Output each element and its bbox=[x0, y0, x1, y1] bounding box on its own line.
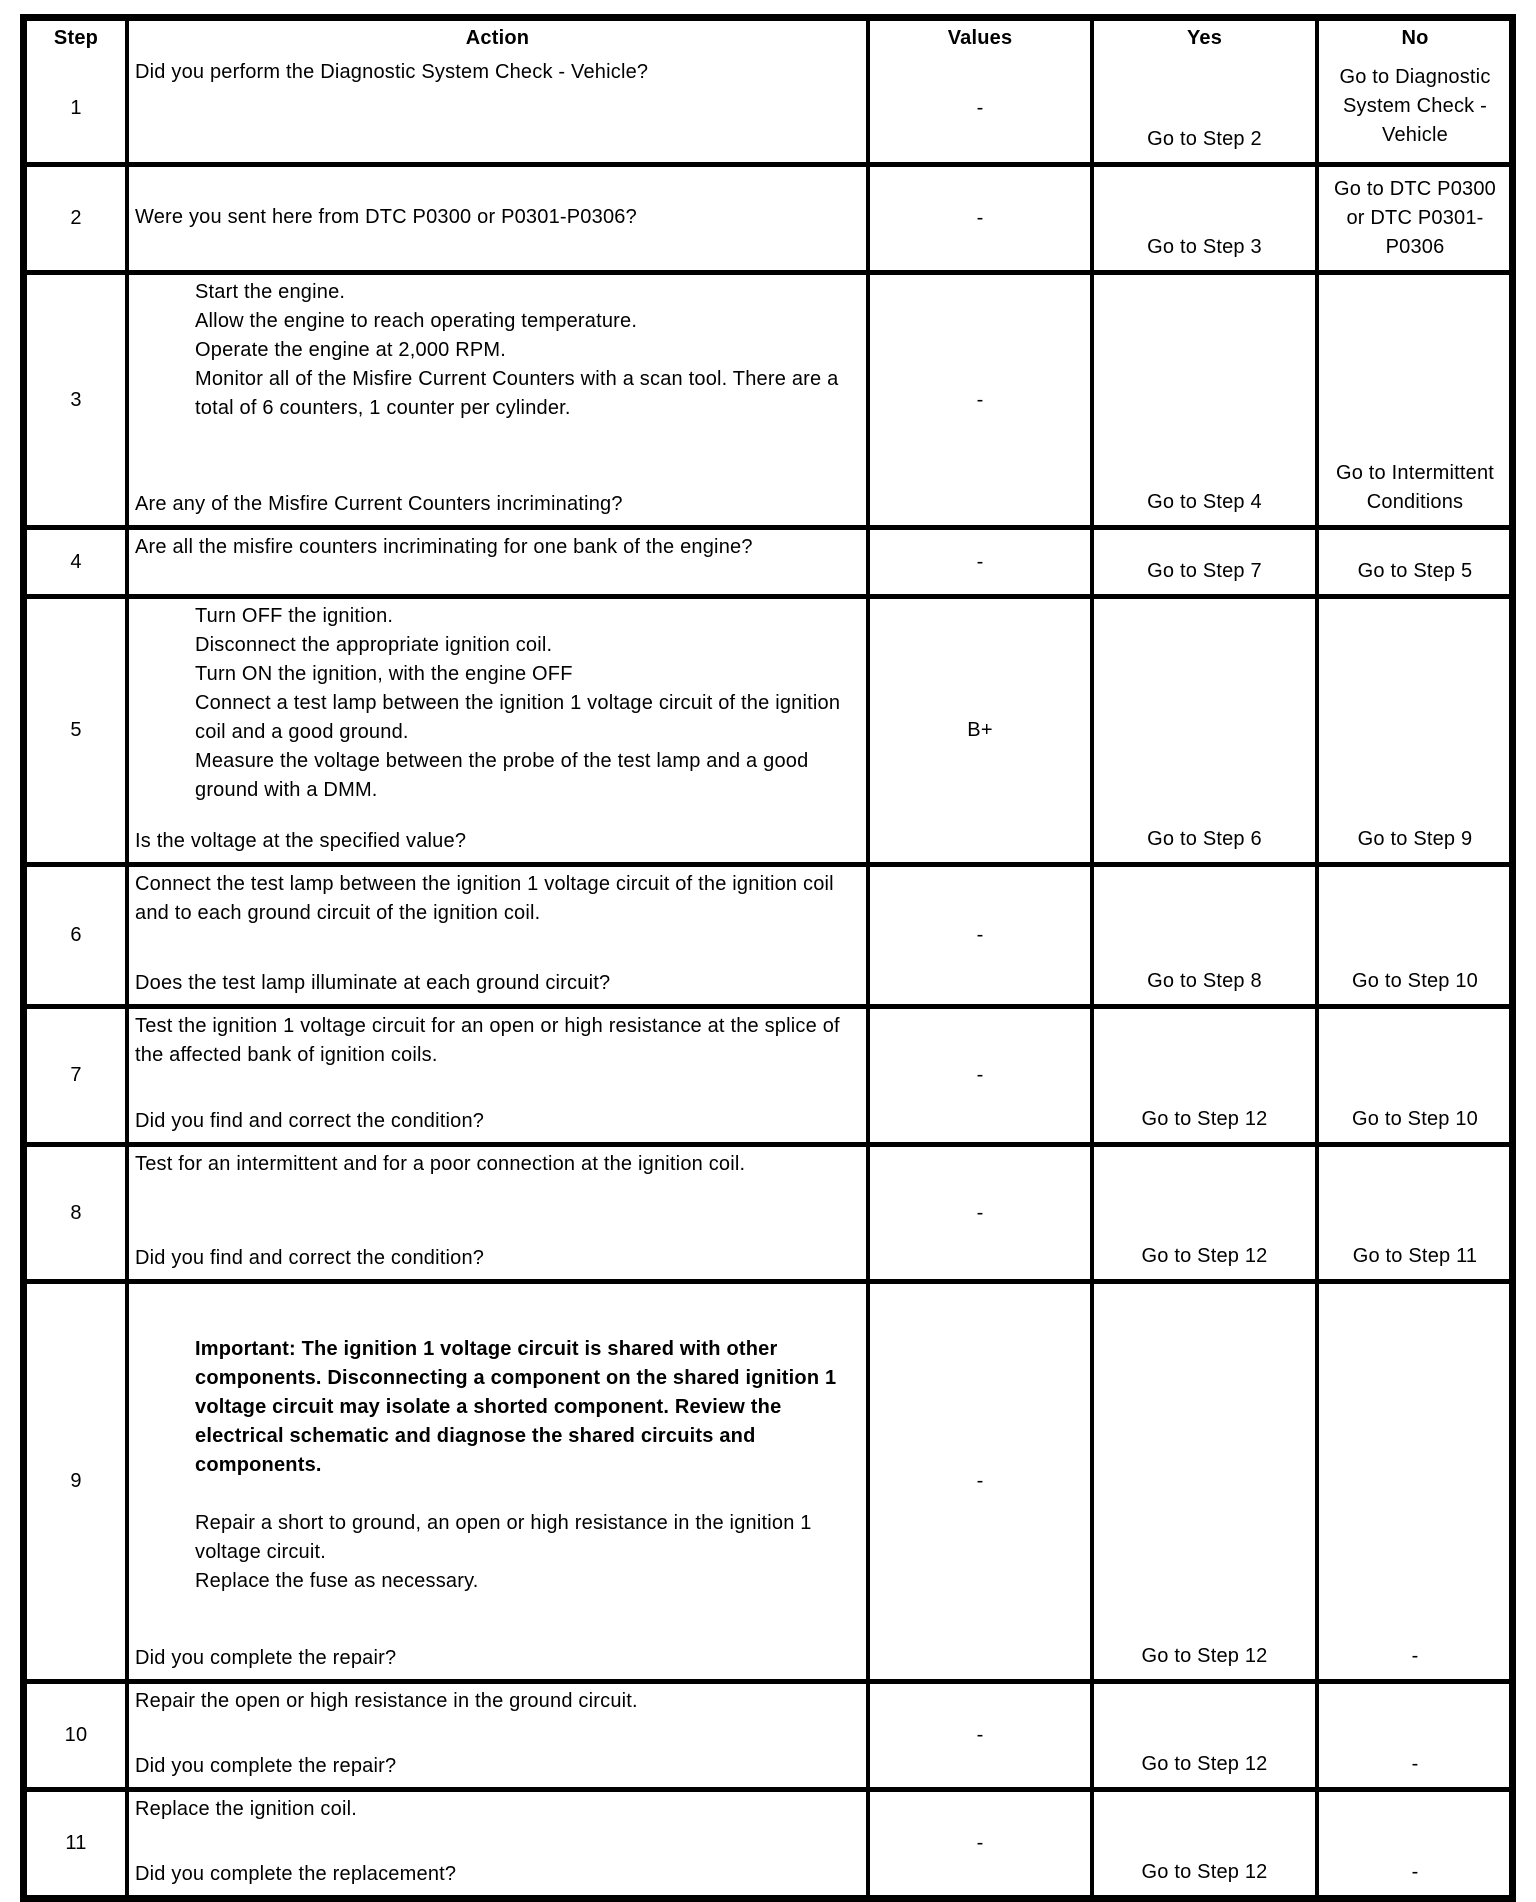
action-question: Are any of the Misfire Current Counters incriminating? bbox=[135, 493, 623, 515]
no-cell bbox=[1315, 599, 1511, 862]
yes-text: Go to Step 12 bbox=[1141, 1108, 1268, 1130]
table-row bbox=[27, 1279, 1509, 1679]
action-question: Did you complete the repair? bbox=[135, 1647, 397, 1669]
no-cell bbox=[1315, 530, 1511, 594]
yes-cell bbox=[1090, 1284, 1315, 1679]
instruction-paragraph: Connect a test lamp between the ignition 1 voltage circuit of the ignition coil and a good ground. bbox=[195, 692, 841, 743]
table-body bbox=[27, 55, 1509, 1895]
instruction-paragraph: Measure the voltage between the probe of the test lamp and a good ground with a DMM. bbox=[195, 750, 809, 801]
yes-cell bbox=[1090, 275, 1315, 525]
yes-text: Go to Step 8 bbox=[1147, 970, 1262, 992]
values-cell bbox=[866, 530, 1090, 594]
no-cell bbox=[1315, 867, 1511, 1004]
step-number: 3 bbox=[70, 388, 82, 411]
instruction-paragraph: Replace the ignition coil. bbox=[135, 1798, 357, 1820]
diagnostic-table bbox=[20, 14, 1516, 1902]
no-text: Go to Step 10 bbox=[1351, 1108, 1479, 1130]
instruction-paragraph: Monitor all of the Misfire Current Counters with a scan tool. There are a total of 6 counters, 1 counter per cylinder. bbox=[195, 368, 839, 419]
header-no: No bbox=[1315, 21, 1511, 55]
values-cell bbox=[866, 275, 1090, 525]
action-cell bbox=[125, 1284, 866, 1679]
no-cell bbox=[1315, 275, 1511, 525]
table-row bbox=[27, 270, 1509, 525]
yes-text: Go to Step 12 bbox=[1141, 1245, 1268, 1267]
step-cell bbox=[27, 530, 125, 594]
action-instructions bbox=[135, 278, 858, 423]
step-cell bbox=[27, 867, 125, 1004]
values-cell bbox=[866, 1147, 1090, 1279]
table-row bbox=[27, 1787, 1509, 1895]
yes-cell bbox=[1090, 530, 1315, 594]
action-instructions bbox=[135, 870, 858, 928]
step-cell bbox=[27, 1009, 125, 1142]
instruction-paragraph: Important: The ignition 1 voltage circuit is shared with other components. Disconnecting a component on the shared ignition 1 voltage circuit may isolate a shorted component. Review the electrical schematic and diagnose the shared circuits and components. bbox=[195, 1338, 837, 1476]
step-cell bbox=[27, 599, 125, 862]
values-text: - bbox=[976, 388, 984, 411]
action-cell bbox=[125, 275, 866, 525]
action-instructions bbox=[135, 602, 858, 805]
instruction-paragraph: Repair a short to ground, an open or high resistance in the ignition 1 voltage circuit. bbox=[195, 1512, 812, 1563]
action-instructions bbox=[135, 1335, 858, 1596]
no-text: Go to DTC P0300 or DTC P0301-P0306 bbox=[1334, 178, 1496, 258]
step-number: 8 bbox=[70, 1201, 82, 1224]
no-text: - bbox=[1411, 1645, 1419, 1667]
yes-cell bbox=[1090, 167, 1315, 270]
action-cell bbox=[125, 1792, 866, 1895]
action-question: Did you perform the Diagnostic System Check - Vehicle? bbox=[135, 61, 649, 83]
table-row bbox=[27, 862, 1509, 1004]
action-cell bbox=[125, 599, 866, 862]
no-cell bbox=[1315, 1792, 1511, 1895]
yes-cell bbox=[1090, 1792, 1315, 1895]
action-instructions bbox=[135, 1150, 858, 1179]
step-cell bbox=[27, 55, 125, 162]
step-cell bbox=[27, 1284, 125, 1679]
step-number: 10 bbox=[64, 1724, 88, 1746]
action-instructions bbox=[135, 1012, 858, 1070]
table-row bbox=[27, 55, 1509, 162]
action-question: Did you complete the repair? bbox=[135, 1755, 397, 1777]
step-number: 9 bbox=[70, 1470, 82, 1492]
action-question: Did you complete the replacement? bbox=[135, 1863, 457, 1885]
values-text: - bbox=[976, 1201, 984, 1224]
action-instructions bbox=[135, 1795, 858, 1824]
values-cell bbox=[866, 55, 1090, 162]
values-text: - bbox=[976, 1064, 984, 1086]
step-cell bbox=[27, 1792, 125, 1895]
action-question: Is the voltage at the specified value? bbox=[135, 830, 467, 852]
action-cell bbox=[125, 55, 866, 162]
action-cell bbox=[125, 1684, 866, 1787]
yes-text: Go to Step 7 bbox=[1147, 560, 1262, 582]
instruction-paragraph: Disconnect the appropriate ignition coil. bbox=[195, 634, 553, 656]
table-row bbox=[27, 1004, 1509, 1142]
instruction-paragraph: Operate the engine at 2,000 RPM. bbox=[195, 339, 507, 361]
action-cell bbox=[125, 867, 866, 1004]
header-action: Action bbox=[125, 21, 866, 55]
table-row bbox=[27, 1142, 1509, 1279]
values-cell bbox=[866, 867, 1090, 1004]
yes-text: Go to Step 2 bbox=[1147, 128, 1262, 150]
no-cell bbox=[1315, 167, 1511, 270]
yes-text: Go to Step 12 bbox=[1141, 1645, 1268, 1667]
no-text: Go to Step 11 bbox=[1352, 1245, 1478, 1267]
no-text: Go to Step 5 bbox=[1357, 560, 1473, 582]
header-values: Values bbox=[866, 21, 1090, 55]
no-text: - bbox=[1411, 1753, 1419, 1775]
values-cell bbox=[866, 1792, 1090, 1895]
no-cell bbox=[1315, 1147, 1511, 1279]
yes-text: Go to Step 12 bbox=[1141, 1861, 1268, 1883]
action-question: Did you find and correct the condition? bbox=[135, 1247, 485, 1269]
values-cell bbox=[866, 599, 1090, 862]
no-text: Go to Step 9 bbox=[1357, 828, 1473, 850]
action-instructions bbox=[135, 1687, 858, 1716]
no-text: - bbox=[1411, 1861, 1419, 1883]
yes-cell bbox=[1090, 599, 1315, 862]
step-cell bbox=[27, 167, 125, 270]
step-cell bbox=[27, 1147, 125, 1279]
header-step: Step bbox=[53, 26, 99, 49]
instruction-paragraph: Replace the fuse as necessary. bbox=[195, 1570, 479, 1592]
step-number: 1 bbox=[70, 97, 82, 119]
instruction-paragraph: Turn ON the ignition, with the engine OFF bbox=[195, 663, 573, 685]
values-cell bbox=[866, 167, 1090, 270]
instruction-paragraph: Allow the engine to reach operating temperature. bbox=[195, 310, 638, 332]
action-cell bbox=[125, 530, 866, 594]
values-text: - bbox=[976, 924, 984, 946]
table-header-row bbox=[27, 21, 1509, 55]
table-row bbox=[27, 162, 1509, 270]
values-text: - bbox=[976, 1832, 984, 1854]
yes-text: Go to Step 12 bbox=[1141, 1753, 1268, 1775]
yes-cell bbox=[1090, 1147, 1315, 1279]
yes-cell bbox=[1090, 55, 1315, 162]
instruction-paragraph: Test the ignition 1 voltage circuit for an open or high resistance at the splice of the affected bank of ignition coils. bbox=[135, 1015, 840, 1066]
no-text: Go to Intermittent Conditions bbox=[1335, 462, 1495, 513]
step-cell bbox=[27, 1684, 125, 1787]
action-question: Are all the misfire counters incriminating for one bank of the engine? bbox=[135, 536, 753, 558]
yes-cell bbox=[1090, 1684, 1315, 1787]
instruction-paragraph: Test for an intermittent and for a poor connection at the ignition coil. bbox=[135, 1153, 746, 1175]
values-text: - bbox=[976, 550, 984, 573]
table-row bbox=[27, 594, 1509, 862]
no-cell bbox=[1315, 1284, 1511, 1679]
yes-text: Go to Step 4 bbox=[1147, 491, 1262, 513]
values-text: - bbox=[976, 1470, 984, 1492]
yes-cell bbox=[1090, 867, 1315, 1004]
values-text: B+ bbox=[967, 719, 993, 741]
instruction-paragraph: Turn OFF the ignition. bbox=[195, 605, 394, 627]
values-text: - bbox=[976, 1724, 984, 1746]
instruction-paragraph: Connect the test lamp between the ignition 1 voltage circuit of the ignition coil and to each ground circuit of the ignition coil. bbox=[135, 873, 834, 924]
values-cell bbox=[866, 1284, 1090, 1679]
instruction-paragraph: Repair the open or high resistance in the ground circuit. bbox=[135, 1690, 638, 1712]
action-question: Were you sent here from DTC P0300 or P0301-P0306? bbox=[135, 205, 637, 228]
no-text: Go to Diagnostic System Check - Vehicle bbox=[1339, 66, 1491, 146]
no-cell bbox=[1315, 55, 1511, 162]
step-cell bbox=[27, 275, 125, 525]
values-cell bbox=[866, 1684, 1090, 1787]
no-text: Go to Step 10 bbox=[1351, 970, 1479, 992]
values-text: - bbox=[976, 207, 984, 229]
action-cell bbox=[125, 167, 866, 270]
values-cell bbox=[866, 1009, 1090, 1142]
step-number: 7 bbox=[70, 1064, 82, 1086]
action-question: Did you find and correct the condition? bbox=[135, 1110, 485, 1132]
header-yes: Yes bbox=[1090, 21, 1315, 55]
instruction-paragraph: Start the engine. bbox=[195, 281, 346, 303]
step-number: 6 bbox=[70, 924, 82, 946]
step-number: 5 bbox=[70, 719, 82, 741]
action-cell bbox=[125, 1009, 866, 1142]
step-number: 11 bbox=[65, 1832, 87, 1854]
yes-text: Go to Step 6 bbox=[1147, 828, 1262, 850]
no-cell bbox=[1315, 1009, 1511, 1142]
yes-cell bbox=[1090, 1009, 1315, 1142]
table-row bbox=[27, 1679, 1509, 1787]
no-cell bbox=[1315, 1684, 1511, 1787]
table-row bbox=[27, 525, 1509, 594]
action-question: Does the test lamp illuminate at each ground circuit? bbox=[135, 972, 611, 994]
step-number: 2 bbox=[70, 207, 82, 229]
values-text: - bbox=[976, 97, 984, 119]
action-cell bbox=[125, 1147, 866, 1279]
yes-text: Go to Step 3 bbox=[1147, 236, 1262, 258]
step-number: 4 bbox=[70, 550, 82, 573]
